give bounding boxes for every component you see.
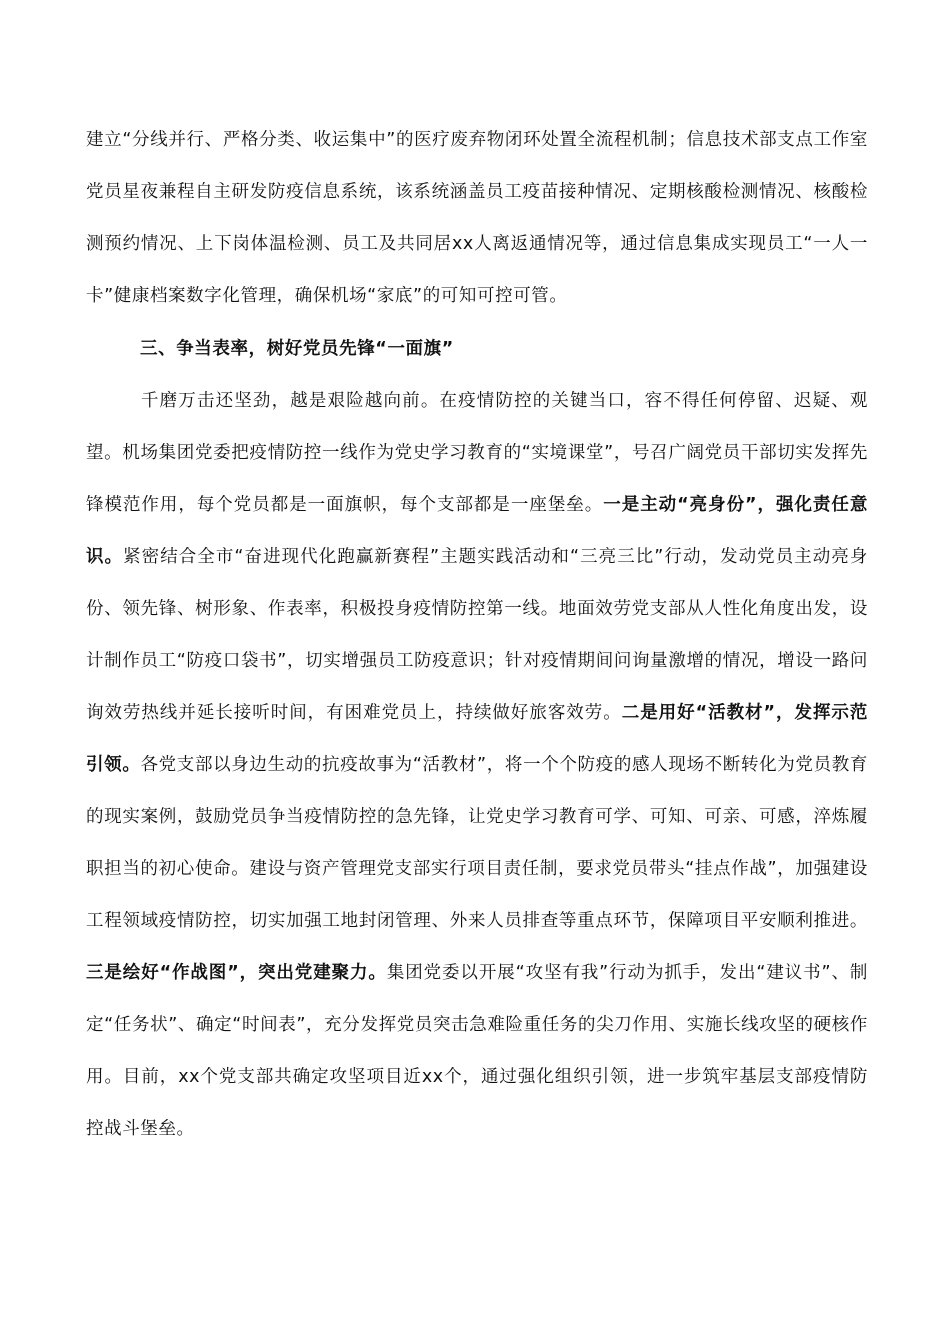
paragraph-2-intro: 千磨万击还坚劲，越是艰险越向前。在疫情防控的关键当口，容不得任何停留、迟疑、观望。机场集团党委把疫情防控一线作为党史学习教育的“实境课堂”，号召广阔党员干部切实发挥先锋模范作用，每个党员都是一面旗帜，每个支部都是一座堡垒。 bbox=[86, 391, 868, 515]
point-2-text: 各党支部以身边生动的抗疫故事为“活教材”，将一个个防疫的感人现场不断转化为党员教育的现实案例，鼓励党员争当疫情防控的急先锋，让党史学习教育可学、可知、可亲、可感，淬炼履职担当的初心使命。建设与资产管理党支部实行项目责任制，要求党员带头“挂点作战”，加强建设工程领域疫情防控，切实加强工地封闭管理、外来人员排查等重点环节，保障项目平安顺利推进。 bbox=[86, 755, 868, 931]
section-heading-3: 三、争当表率，树好党员先锋“一面旗” bbox=[140, 339, 454, 359]
point-1-title: 一是主动“亮身份”，强化责任意识。 bbox=[86, 495, 868, 567]
body-paragraph-1: 建立“分线并行、严格分类、收运集中”的医疗废弃物闭环处置全流程机制；信息技术部支点工作室党员星夜兼程自主研发防疫信息系统，该系统涵盖员工疫苗接种情况、定期核酸检测情况、核酸检测预约情况、上下岗体温检测、员工及共同居xx人离返通情况等，通过信息集成实现员工“一人一卡”健康档案数字化管理，确保机场“家底”的可知可控可管。 bbox=[86, 130, 868, 306]
point-3-title: 三是绘好“作战图”，突出党建聚力。 bbox=[86, 963, 387, 983]
point-1-text: 紧密结合全市“奋进现代化跑赢新赛程”主题实践活动和“三亮三比”行动，发动党员主动亮身份、领先锋、树形象、作表率，积极投身疫情防控第一线。地面效劳党支部从人性化角度出发，设计制作员工“防疫口袋书”，切实增强员工防疫意识；针对疫情期间问询量激增的情况，增设一路问询效劳热线并延长接听时间，有困难党员上，持续做好旅客效劳。 bbox=[86, 547, 868, 723]
point-3-text: 集团党委以开展“攻坚有我”行动为抓手，发出“建议书”、制定“任务状”、确定“时间表”，充分发挥党员突击急难险重任务的尖刀作用、实施长线攻坚的硬核作用。目前，xx个党支部共确定攻坚项目近xx个，通过强化组织引领，进一步筑牢基层支部疫情防控战斗堡垒。 bbox=[86, 963, 868, 1139]
body-paragraph-2 bbox=[86, 375, 868, 1155]
point-2-title: 二是用好“活教材”，发挥示范引领。 bbox=[86, 703, 868, 775]
